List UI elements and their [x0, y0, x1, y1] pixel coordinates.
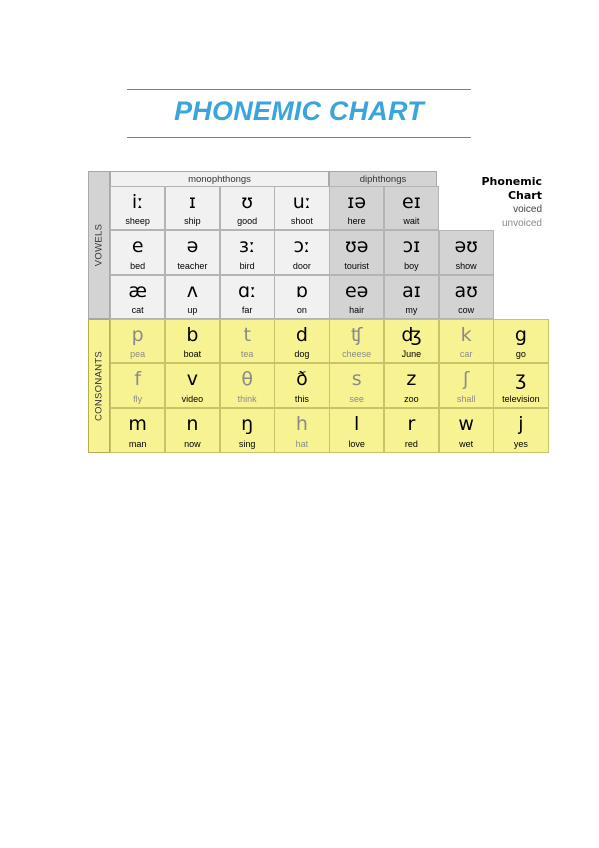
- phoneme-symbol: θ: [241, 368, 253, 390]
- phoneme-cell: [384, 186, 439, 230]
- phoneme-cell: [329, 275, 384, 319]
- phoneme-symbol: uː: [292, 191, 312, 213]
- example-word: cheese: [342, 349, 372, 359]
- phoneme-symbol: g: [514, 324, 527, 346]
- phoneme-cell: [274, 230, 329, 275]
- phoneme-cell: [329, 408, 384, 453]
- phoneme-cell: [110, 275, 165, 319]
- phoneme-cell: [439, 319, 494, 363]
- example-word: tea: [240, 349, 254, 359]
- example-word: good: [237, 216, 258, 226]
- phoneme-cell: [274, 275, 329, 319]
- phoneme-symbol: f: [134, 368, 142, 390]
- consonants-label: CONSONANTS: [93, 350, 105, 422]
- phoneme-cell: [439, 275, 494, 319]
- example-word: tourist: [344, 261, 369, 271]
- phoneme-cell: [329, 230, 384, 275]
- example-word: up: [187, 305, 198, 315]
- example-word: bird: [239, 261, 255, 271]
- example-word: boat: [183, 349, 202, 359]
- phoneme-symbol: aɪ: [402, 280, 421, 302]
- example-word: pea: [130, 349, 146, 359]
- phoneme-cell: [493, 363, 548, 408]
- phoneme-symbol: ʤ: [401, 324, 422, 346]
- phoneme-symbol: l: [354, 413, 360, 435]
- monophthongs-header: monophthongs: [110, 171, 329, 186]
- phoneme-cell: [220, 363, 275, 408]
- phoneme-symbol: ʃ: [462, 368, 470, 390]
- phoneme-symbol: ɒ: [295, 280, 308, 302]
- consonants-side-label: [88, 319, 110, 453]
- phoneme-symbol: ŋ: [241, 413, 254, 435]
- example-word: yes: [513, 439, 528, 449]
- phonemic-chart: [88, 171, 548, 454]
- phoneme-cell: [329, 363, 384, 408]
- phoneme-symbol: əʊ: [454, 235, 478, 257]
- phoneme-cell: [439, 408, 494, 453]
- legend-title-line1: Phonemic: [481, 175, 542, 188]
- example-word: sheep: [125, 216, 150, 226]
- phoneme-cell: [274, 319, 329, 363]
- phoneme-cell: [274, 408, 329, 453]
- phoneme-cell: [165, 230, 220, 275]
- phoneme-symbol: b: [186, 324, 199, 346]
- example-word: teacher: [177, 261, 208, 271]
- phoneme-cell: [165, 408, 220, 453]
- phoneme-symbol: t: [243, 324, 251, 346]
- example-word: wait: [403, 216, 420, 226]
- phoneme-cell: [220, 230, 275, 275]
- phoneme-symbol: k: [460, 324, 472, 346]
- phoneme-symbol: d: [295, 324, 308, 346]
- example-word: far: [241, 305, 253, 315]
- phoneme-cell: [220, 319, 275, 363]
- phoneme-symbol: w: [458, 413, 474, 435]
- phoneme-cell: [274, 186, 329, 230]
- phoneme-symbol: eɪ: [402, 191, 421, 213]
- example-word: now: [184, 439, 201, 449]
- phoneme-cell: [384, 408, 439, 453]
- phoneme-symbol: ɜː: [238, 235, 256, 257]
- phoneme-symbol: ɑː: [237, 280, 257, 302]
- phoneme-symbol: eə: [344, 280, 369, 302]
- example-word: my: [405, 305, 418, 315]
- example-word: video: [181, 394, 204, 404]
- example-word: on: [296, 305, 307, 315]
- phoneme-symbol: e: [131, 235, 144, 257]
- example-word: dog: [294, 349, 310, 359]
- phoneme-cell: [439, 230, 494, 275]
- phoneme-symbol: ɔɪ: [402, 235, 421, 257]
- vowels-side-label: [88, 171, 110, 319]
- phoneme-symbol: æ: [128, 280, 147, 302]
- phoneme-cell: [329, 186, 384, 230]
- phoneme-symbol: aʊ: [454, 280, 478, 302]
- phoneme-cell: [220, 186, 275, 230]
- example-word: ship: [184, 216, 201, 226]
- example-word: this: [294, 394, 309, 404]
- legend-title-line2: Chart: [507, 189, 542, 202]
- phoneme-cell: [165, 275, 220, 319]
- phoneme-cell: [329, 319, 384, 363]
- phoneme-symbol: ʊə: [344, 235, 369, 257]
- example-word: man: [128, 439, 147, 449]
- example-word: show: [455, 261, 477, 271]
- legend: [454, 175, 542, 231]
- page-title: PHONEMIC CHART: [174, 96, 424, 126]
- phoneme-symbol: r: [407, 413, 416, 435]
- title-rule-bottom: [127, 137, 471, 138]
- phoneme-symbol: ʧ: [350, 324, 363, 346]
- phoneme-cell: [110, 408, 165, 453]
- phoneme-cell: [110, 319, 165, 363]
- phoneme-cell: [220, 408, 275, 453]
- phoneme-cell: [274, 363, 329, 408]
- example-word: zoo: [404, 394, 419, 404]
- example-word: car: [459, 349, 473, 359]
- example-word: hair: [349, 305, 365, 315]
- example-word: think: [237, 394, 257, 404]
- example-word: June: [401, 349, 422, 359]
- phoneme-symbol: j: [518, 413, 524, 435]
- title-rule-top: [127, 89, 471, 90]
- phoneme-symbol: z: [406, 368, 417, 390]
- phoneme-cell: [110, 230, 165, 275]
- phoneme-symbol: ð: [296, 368, 308, 390]
- phoneme-symbol: s: [351, 368, 362, 390]
- phoneme-symbol: iː: [131, 191, 144, 213]
- phoneme-cell: [384, 363, 439, 408]
- example-word: television: [502, 394, 540, 404]
- phoneme-symbol: n: [186, 413, 199, 435]
- phoneme-cell: [220, 275, 275, 319]
- example-word: love: [348, 439, 365, 449]
- phoneme-cell: [384, 275, 439, 319]
- example-word: cat: [131, 305, 144, 315]
- example-word: go: [515, 349, 526, 359]
- phoneme-cell: [384, 230, 439, 275]
- legend-voiced: voiced: [513, 204, 542, 215]
- example-word: cow: [458, 305, 475, 315]
- phoneme-cell: [384, 319, 439, 363]
- example-word: hat: [295, 439, 309, 449]
- phoneme-symbol: ʌ: [186, 280, 199, 302]
- phoneme-symbol: ɔː: [293, 235, 311, 257]
- phoneme-symbol: h: [295, 413, 308, 435]
- phoneme-cell: [493, 319, 548, 363]
- phoneme-symbol: ə: [186, 235, 199, 257]
- example-word: shoot: [290, 216, 313, 226]
- example-word: bed: [130, 261, 146, 271]
- phoneme-cell: [165, 186, 220, 230]
- example-word: wet: [459, 439, 474, 449]
- phoneme-cell: [493, 408, 548, 453]
- example-word: door: [292, 261, 311, 271]
- example-word: here: [347, 216, 366, 226]
- phoneme-cell: [165, 319, 220, 363]
- phoneme-symbol: m: [128, 413, 147, 435]
- phoneme-cell: [110, 363, 165, 408]
- example-word: fly: [133, 394, 143, 404]
- example-word: see: [349, 394, 364, 404]
- phoneme-symbol: p: [131, 324, 144, 346]
- example-word: sing: [238, 439, 256, 449]
- diphthongs-header: diphthongs: [329, 171, 437, 186]
- phoneme-symbol: ɪ: [188, 191, 196, 213]
- example-word: boy: [404, 261, 419, 271]
- example-word: shall: [456, 394, 476, 404]
- phoneme-cell: [165, 363, 220, 408]
- legend-unvoiced: unvoiced: [501, 218, 542, 229]
- phoneme-cell: [110, 186, 165, 230]
- phoneme-symbol: ʊ: [241, 191, 254, 213]
- phoneme-symbol: ʒ: [515, 368, 527, 390]
- phoneme-symbol: v: [186, 368, 199, 390]
- phoneme-cell: [439, 363, 494, 408]
- phoneme-symbol: ɪə: [347, 191, 367, 213]
- example-word: red: [404, 439, 418, 449]
- vowels-label: VOWELS: [93, 223, 105, 267]
